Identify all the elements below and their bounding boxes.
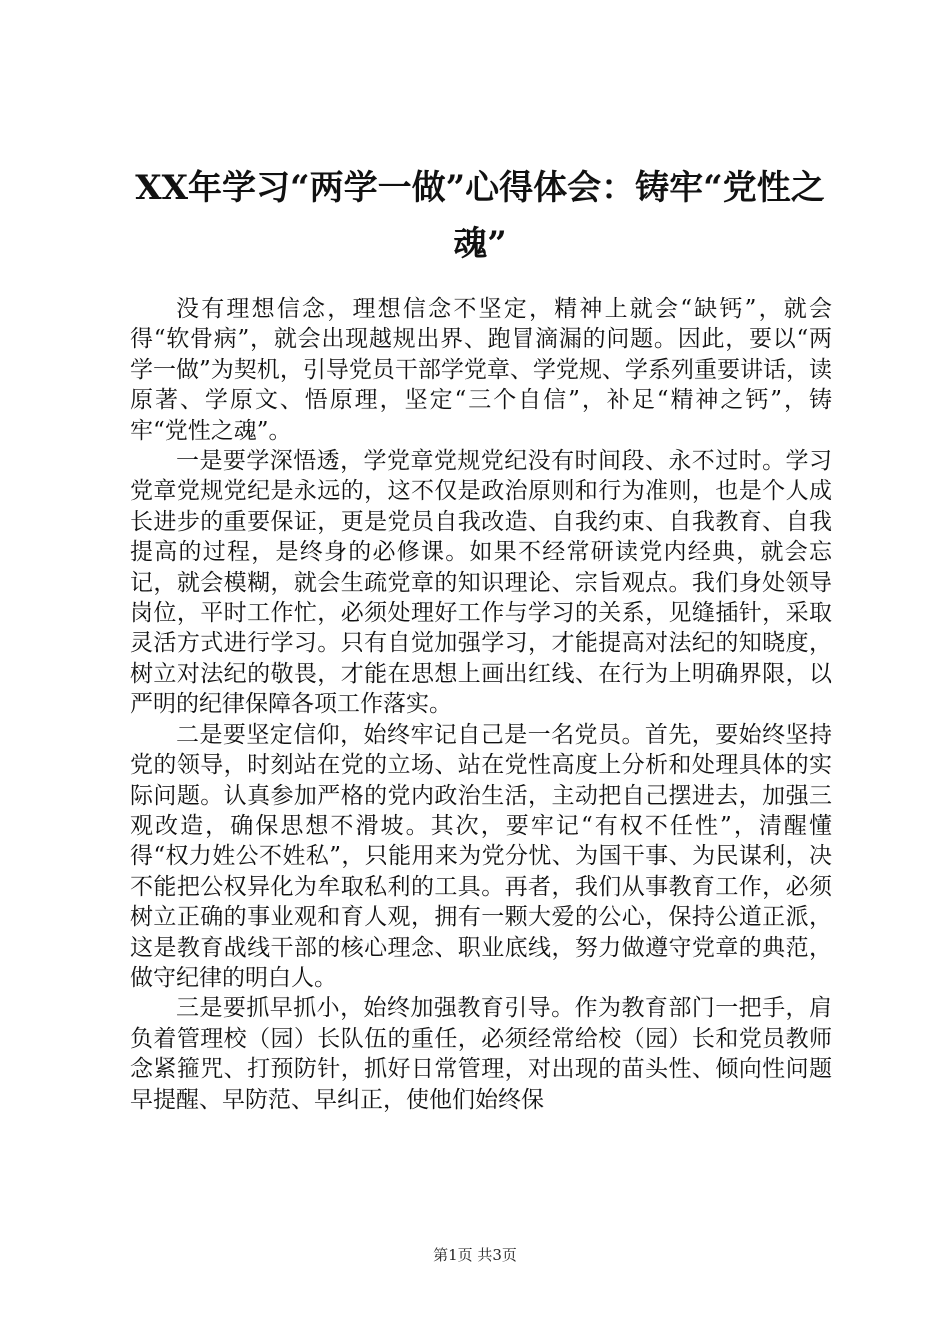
document-title: XX年学习“两学一做”心得体会：铸牢“党性之魂” (135, 168, 825, 264)
paragraph-point-one: 一是要学深悟透，学党章党规党纪没有时间段、永不过时。学习党章党规党纪是永远的，这不仅是政治原则和行为准则，也是个人成长进步的重要保证，更是党员自我改造、自我约束、自我教育、自我提高的过程，是终身的必修课。如果不经常研读党内经典，就会忘记，就会模糊，就会生疏党章的知识理论、宗旨观点。我们身处领导岗位，平时工作忙，必须处理好工作与学习的关系，见缝插针，采取灵活方式进行学习。只有自觉加强学习，才能提高对法纪的知晓度，树立对法纪的敬畏，才能在思想上画出红线、在行为上明确界限，以严明的纪律保障各项工作落实。 (130, 448, 832, 718)
page-number-footer: 第1页 共3页 (433, 1246, 517, 1264)
document-body (130, 294, 832, 1115)
paragraph-point-three: 三是要抓早抓小，始终加强教育引导。作为教育部门一把手，肩负着管理校（园）长队伍的重任，必须经常给校（园）长和党员教师念紧箍咒、打预防针，抓好日常管理，对出现的苗头性、倾向性问题早提醒、早防范、早纠正，使他们始终保 (130, 995, 832, 1113)
paragraph-point-two: 二是要坚定信仰，始终牢记自己是一名党员。首先，要始终坚持党的领导，时刻站在党的立场、站在党性高度上分析和处理具体的实际问题。认真参加严格的党内政治生活，主动把自己摆进去，加强三观改造，确保思想不滑坡。其次，要牢记“有权不任性”，清醒懂得“权力姓公不姓私”，只能用来为党分忧、为国干事、为民谋利，决不能把公权异化为牟取私利的工具。再者，我们从事教育工作，必须树立正确的事业观和育人观，拥有一颗大爱的公心，保持公道正派，这是教育战线干部的核心理念、职业底线，努力做遵守党章的典范，做守纪律的明白人。 (130, 721, 832, 991)
paragraph-intro: 没有理想信念，理想信念不坚定，精神上就会“缺钙”，就会得“软骨病”，就会出现越规出界、跑冒滴漏的问题。因此，要以“两学一做”为契机，引导党员干部学党章、学党规、学系列重要讲话，读原著、学原文、悟原理，坚定“三个自信”，补足“精神之钙”，铸牢“党性之魂”。 (130, 296, 832, 444)
